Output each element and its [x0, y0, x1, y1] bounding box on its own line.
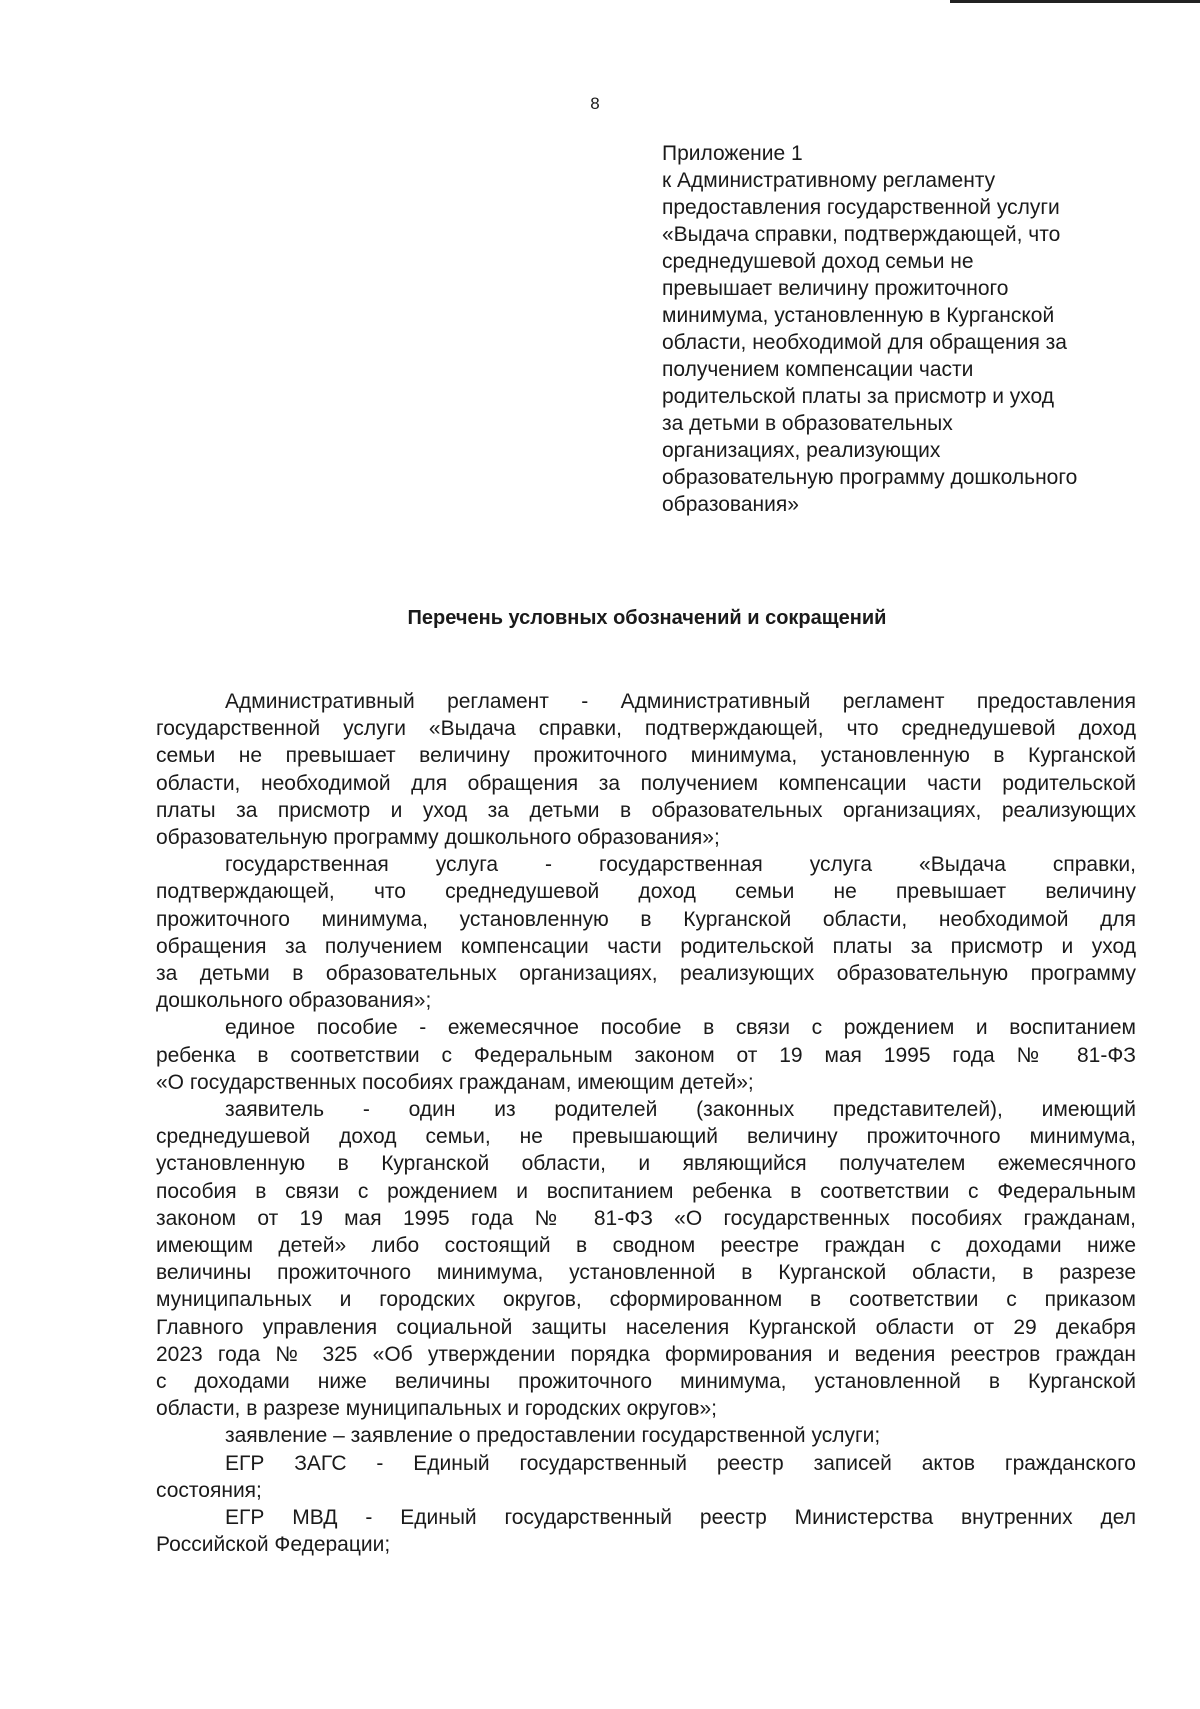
page-number: 8 [590, 94, 600, 113]
document-body [156, 688, 1136, 1559]
paragraph-line: обращения за получением компенсации части родительской платы за присмотр и уход [156, 934, 1136, 958]
paragraph-line: прожиточного минимума, установленную в Курганской области, необходимой для [156, 907, 1136, 931]
paragraph-line: состояния; [156, 1478, 262, 1502]
paragraph-line: области, необходимой для обращения за получением компенсации части родительской [156, 771, 1136, 795]
paragraph-line: среднедушевой доход семьи, не превышающий величину прожиточного минимума, [156, 1125, 1136, 1149]
paragraph-line: государственная услуга - государственная услуга «Выдача справки, [225, 853, 1136, 877]
paragraph-line: имеющим детей» либо состоящий в сводном реестре граждан с доходами ниже [156, 1234, 1136, 1258]
definition-paragraph [156, 851, 1136, 1014]
paragraph-line: образовательную программу дошкольного образования»; [156, 826, 720, 850]
appendix-line: Приложение 1 [662, 142, 803, 165]
paragraph-line: единое пособие - ежемесячное пособие в связи с рождением и воспитанием [225, 1016, 1136, 1040]
appendix-line: к Административному регламенту [662, 169, 996, 192]
appendix-line: образовательную программу дошкольного [662, 466, 1078, 489]
section-heading: Перечень условных обозначений и сокращений [407, 607, 887, 629]
appendix-line: организациях, реализующих [662, 439, 941, 462]
top-edge-rule [950, 0, 1200, 3]
paragraph-line: государственной услуги «Выдача справки, подтверждающей, что среднедушевой доход [156, 717, 1136, 741]
paragraph-line: законом от 19 мая 1995 года № 81-ФЗ «О государственных пособиях гражданам, [156, 1206, 1136, 1230]
paragraph-line: муниципальных и городских округов, сформированном в соответствии с приказом [156, 1288, 1136, 1312]
definition-paragraph [156, 1504, 1136, 1558]
paragraph-line: ЕГР МВД - Единый государственный реестр Министерства внутренних дел [225, 1506, 1136, 1530]
appendix-reference-block [662, 140, 1152, 518]
appendix-line: образования» [662, 493, 799, 516]
definition-paragraph [156, 1014, 1136, 1096]
appendix-line: «Выдача справки, подтверждающей, что [662, 223, 1061, 246]
paragraph-line: величины прожиточного минимума, установленной в Курганской области, в разрезе [156, 1261, 1136, 1285]
appendix-line: получением компенсации части [662, 358, 974, 381]
paragraph-line: установленную в Курганской области, и являющийся получателем ежемесячного [156, 1152, 1136, 1176]
appendix-line: среднедушевой доход семьи не [662, 250, 974, 273]
paragraph-line: семьи не превышает величину прожиточного минимума, установленную в Курганской [156, 744, 1136, 768]
paragraph-line: с доходами ниже величины прожиточного минимума, установленной в Курганской [156, 1370, 1136, 1394]
paragraph-line: заявитель - один из родителей (законных представителей), имеющий [225, 1098, 1136, 1122]
paragraph-line: заявление – заявление о предоставлении государственной услуги; [225, 1424, 881, 1448]
appendix-line: предоставления государственной услуги [662, 196, 1060, 219]
paragraph-line: дошкольного образования»; [156, 989, 432, 1013]
definition-paragraph [156, 1096, 1136, 1422]
paragraph-line: подтверждающей, что среднедушевой доход семьи не превышает величину [156, 880, 1136, 904]
appendix-line: превышает величину прожиточного [662, 277, 1009, 300]
definition-paragraph [156, 1450, 1136, 1504]
paragraph-line: Главного управления социальной защиты населения Курганской области от 29 декабря [156, 1315, 1136, 1339]
appendix-line: за детьми в образовательных [662, 412, 953, 435]
paragraph-line: ребенка в соответствии с Федеральным законом от 19 мая 1995 года № 81-ФЗ [156, 1043, 1136, 1067]
paragraph-line: Российской Федерации; [156, 1533, 391, 1557]
paragraph-line: 2023 года № 325 «Об утверждении порядка формирования и ведения реестров граждан [156, 1342, 1136, 1366]
paragraph-line: Административный регламент - Административный регламент предоставления [225, 690, 1136, 713]
appendix-line: родительской платы за присмотр и уход [662, 385, 1055, 408]
definition-paragraph [156, 688, 1136, 851]
paragraph-line: платы за присмотр и уход за детьми в образовательных организациях, реализующих [156, 798, 1136, 822]
appendix-line: минимума, установленную в Курганской [662, 304, 1055, 327]
paragraph-line: ЕГР ЗАГС - Единый государственный реестр записей актов гражданского [225, 1451, 1136, 1475]
paragraph-line: пособия в связи с рождением и воспитанием ребенка в соответствии с Федеральным [156, 1179, 1136, 1203]
paragraph-line: области, в разрезе муниципальных и городских округов»; [156, 1397, 717, 1421]
paragraph-line: за детьми в образовательных организациях, реализующих образовательную программу [156, 962, 1136, 986]
definition-paragraph [156, 1422, 1136, 1449]
paragraph-line: «О государственных пособиях гражданам, имеющим детей»; [156, 1070, 754, 1094]
appendix-line: области, необходимой для обращения за [662, 331, 1067, 354]
